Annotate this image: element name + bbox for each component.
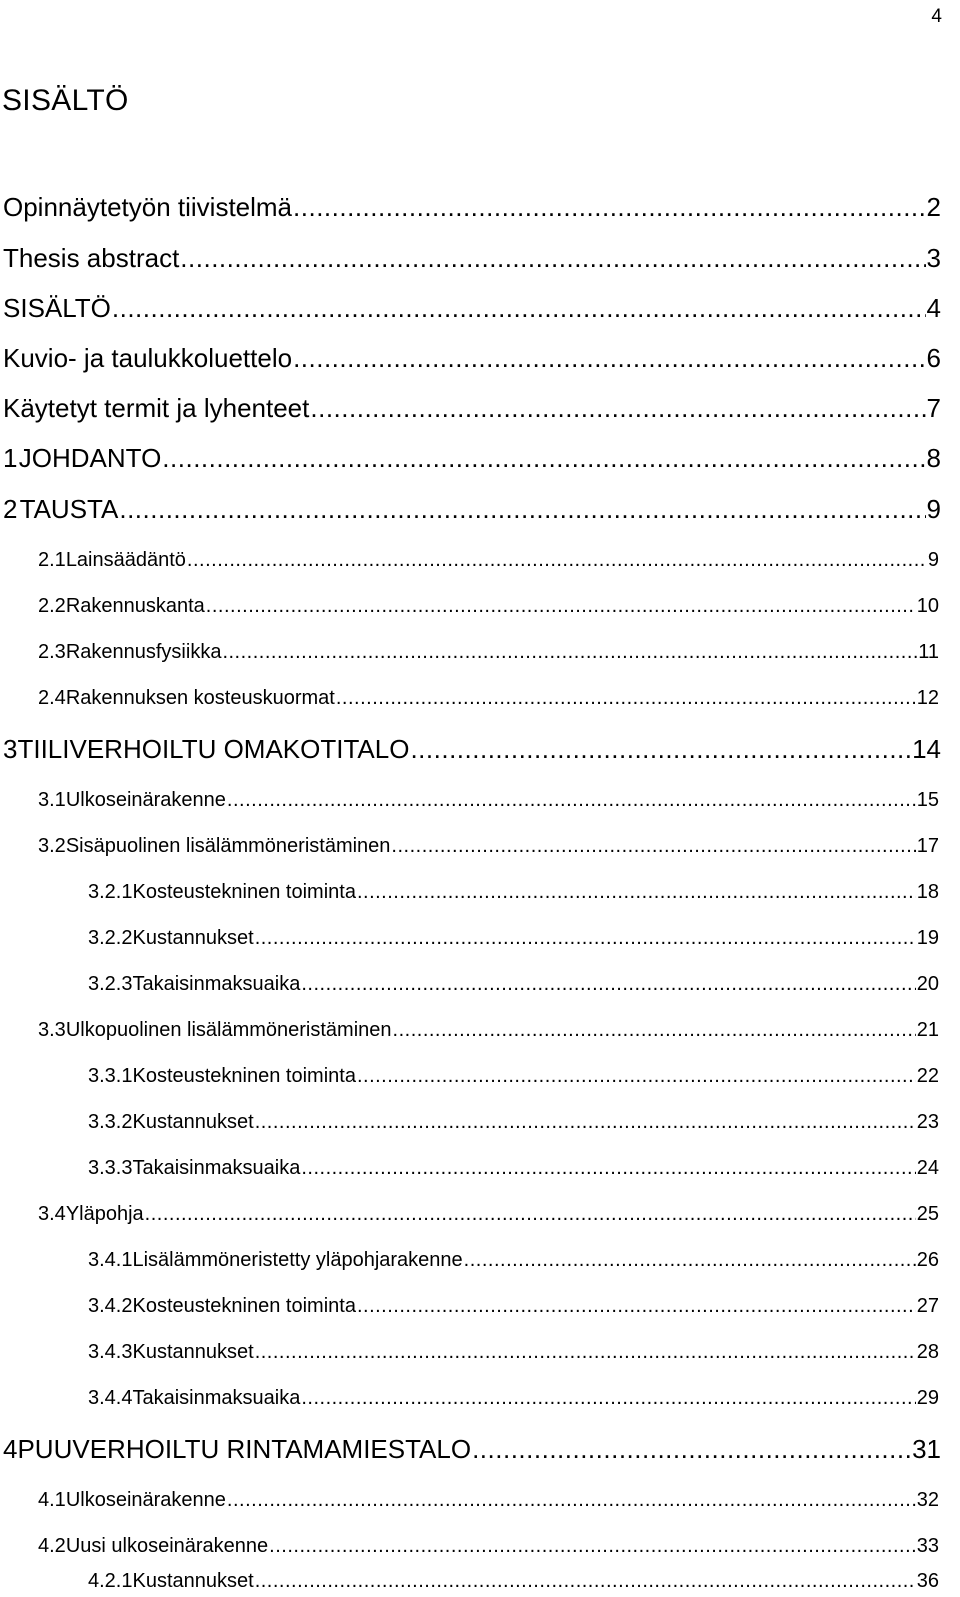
toc-entry-page: 26 [916,1249,939,1271]
toc-entry[interactable] [38,789,939,812]
toc-leader-dots [227,1489,916,1512]
toc-entry-page: 18 [916,881,939,903]
toc-entry-page: 8 [926,443,941,473]
toc-entry[interactable] [88,1249,939,1272]
toc-entry-number: 3 [3,734,18,764]
toc-entry-page: 29 [916,1387,939,1409]
toc-entry[interactable] [38,595,939,618]
toc-entry[interactable] [3,192,941,223]
toc-leader-dots [293,343,925,374]
toc-entry[interactable] [88,1157,939,1180]
toc-leader-dots [301,1387,915,1410]
toc-entry-page: 3 [926,243,941,273]
toc-entry-page: 11 [918,641,939,663]
toc-entry[interactable] [38,1489,939,1512]
toc-entry-number: 3.2.2 [88,927,133,949]
toc-entry-page: 10 [916,595,939,617]
toc-leader-dots [119,494,925,525]
toc-entry[interactable] [3,734,941,765]
toc-entry-page: 25 [916,1203,939,1225]
toc-entry-page: 9 [927,549,939,571]
toc-entry-page: 24 [916,1157,939,1179]
toc-entry[interactable] [88,1295,939,1318]
toc-leader-dots [112,293,926,324]
toc-leader-dots [391,835,915,858]
toc-leader-dots [301,973,915,996]
toc-entry-title: TAUSTA [19,494,119,524]
toc-leader-dots [206,595,916,618]
toc-entry-number: 3.3.2 [88,1111,133,1133]
toc-entry-number: 4.1 [38,1489,66,1511]
toc-entry-number: 2.1 [38,549,66,571]
toc-entry-page: 23 [916,1111,939,1133]
toc-entry-page: 32 [916,1489,939,1511]
toc-leader-dots [180,243,925,274]
toc-entry-number: 3.4.2 [88,1295,133,1317]
toc-entry[interactable] [38,687,939,710]
toc-entry-page: 28 [916,1341,939,1363]
toc-leader-dots [336,687,916,710]
toc-entry-title: Rakennuskanta [65,595,205,617]
toc-entry-number: 3.1 [38,789,66,811]
toc-leader-dots [187,549,927,572]
toc-leader-dots [357,1295,916,1318]
toc-entry-page: 6 [926,343,941,373]
toc-entry[interactable] [88,1065,939,1088]
toc-entry[interactable] [3,393,941,424]
toc-entry-title: Takaisinmaksuaika [132,973,301,995]
toc-entry-page: 21 [916,1019,939,1041]
toc-entry-number: 2 [3,494,18,524]
toc-entry-number: 3.4.4 [88,1387,133,1409]
toc-entry-page: 15 [916,789,939,811]
toc-entry[interactable] [3,494,941,525]
toc-leader-dots [227,789,916,812]
toc-entry-page: 22 [916,1065,939,1087]
toc-entry-page: 19 [916,927,939,949]
toc-entry-number: 3.3 [38,1019,66,1041]
toc-entry-number: 1 [3,443,18,473]
toc-entry[interactable] [38,1535,939,1558]
toc-entry-number: 3.3.3 [88,1157,133,1179]
toc-leader-dots [301,1157,915,1180]
toc-entry-number: 3.2.3 [88,973,133,995]
toc-entry[interactable] [88,927,939,950]
toc-entry-page: 33 [916,1535,939,1557]
toc-entry-page: 2 [926,192,941,222]
toc-entry[interactable] [3,293,941,324]
toc-entry[interactable] [38,1203,939,1226]
toc-entry-title: PUUVERHOILTU RINTAMAMIESTALO [17,1434,472,1464]
toc-entry[interactable] [3,243,941,274]
toc-entry-title: Yläpohja [65,1203,144,1225]
toc-leader-dots [222,641,917,664]
toc-entry-number: 2.4 [38,687,66,709]
toc-entry-number: 3.4 [38,1203,66,1225]
toc-entry-page: 14 [912,734,941,764]
toc-entry[interactable] [38,549,939,572]
toc-entry-page: 12 [916,687,939,709]
toc-entry-title: Kustannukset [132,1570,254,1592]
toc-leader-dots [293,192,926,223]
toc-leader-dots [255,1111,916,1134]
toc-leader-dots [357,1065,916,1088]
toc-entry-title: Opinnäytetyön tiivistelmä [3,192,293,222]
toc-leader-dots [269,1535,916,1558]
toc-entry-title: Lisälämmöneristetty yläpohjarakenne [132,1249,463,1271]
toc-entry-number: 4.2.1 [88,1570,133,1592]
toc-entry[interactable] [88,1387,939,1410]
toc-entry-title: Lainsäädäntö [65,549,186,571]
toc-entry-title: Kustannukset [132,1341,254,1363]
toc-leader-dots [255,927,916,950]
toc-entry-number: 3.4.3 [88,1341,133,1363]
toc-entry-number: 3.4.1 [88,1249,133,1271]
toc-entry-title: Ulkopuolinen lisälämmöneristäminen [65,1019,392,1041]
toc-leader-dots [410,734,911,765]
toc-entry-number: 4 [3,1434,18,1464]
toc-entry-title: Kosteustekninen toiminta [132,881,356,903]
toc-entry-title: TIILIVERHOILTU OMAKOTITALO [17,734,410,764]
toc-entry-title: Thesis abstract [3,243,180,273]
toc-entry[interactable] [88,1341,939,1364]
toc-leader-dots [393,1019,916,1042]
toc-leader-dots [357,881,916,904]
toc-entry[interactable] [38,1019,939,1042]
toc-entry-number: 3.3.1 [88,1065,133,1087]
toc-entry[interactable] [88,973,939,996]
toc-leader-dots [145,1203,916,1226]
toc-entry-number: 3.2 [38,835,66,857]
toc-entry-title: Käytetyt termit ja lyhenteet [3,393,310,423]
toc-entry[interactable] [3,343,941,374]
toc-entry-title: Kustannukset [132,1111,254,1133]
toc-entry-title: Kosteustekninen toiminta [132,1295,356,1317]
toc-entry-title: Ulkoseinärakenne [65,789,226,811]
toc-entry-title: Takaisinmaksuaika [132,1387,301,1409]
toc-entry-title: Rakennusfysiikka [65,641,222,663]
toc-entry-title: Kuvio- ja taulukkoluettelo [3,343,293,373]
toc-entry-title: JOHDANTO [18,443,162,473]
toc-entry-number: 3.2.1 [88,881,133,903]
toc-entry-title: Uusi ulkoseinärakenne [65,1535,269,1557]
toc-entry-page: 4 [926,293,941,323]
toc-entry-title: Sisäpuolinen lisälämmöneristäminen [65,835,391,857]
toc-leader-dots [310,393,925,424]
toc-entry-page: 17 [916,835,939,857]
page-number: 4 [931,6,942,27]
toc-leader-dots [255,1570,916,1593]
toc-entry[interactable] [3,443,941,474]
toc-entry[interactable] [3,1434,941,1465]
toc-entry-number: 4.2 [38,1535,66,1557]
toc-entry-title: Kustannukset [132,927,254,949]
toc-entry-page: 7 [926,393,941,423]
page-title: SISÄLTÖ [2,84,129,117]
toc-entry-page: 9 [926,494,941,524]
toc-entry[interactable] [88,881,939,904]
toc-leader-dots [162,443,925,474]
toc-entry-number: 2.2 [38,595,66,617]
toc-entry-page: 20 [916,973,939,995]
toc-entry[interactable] [88,1570,939,1593]
toc-entry-page: 31 [912,1434,941,1464]
toc-entry-title: SISÄLTÖ [3,293,111,323]
toc-leader-dots [464,1249,916,1272]
toc-entry-title: Kosteustekninen toiminta [132,1065,356,1087]
toc-entry-title: Rakennuksen kosteuskuormat [65,687,335,709]
toc-entry-page: 27 [916,1295,939,1317]
toc-entry-number: 2.3 [38,641,66,663]
toc-leader-dots [472,1434,911,1465]
toc-entry[interactable] [88,1111,939,1134]
toc-entry-title: Takaisinmaksuaika [132,1157,301,1179]
toc-entry[interactable] [38,835,939,858]
toc-entry-page: 36 [916,1570,939,1592]
toc-entry[interactable] [38,641,939,664]
toc-entry-title: Ulkoseinärakenne [65,1489,226,1511]
toc-leader-dots [255,1341,916,1364]
